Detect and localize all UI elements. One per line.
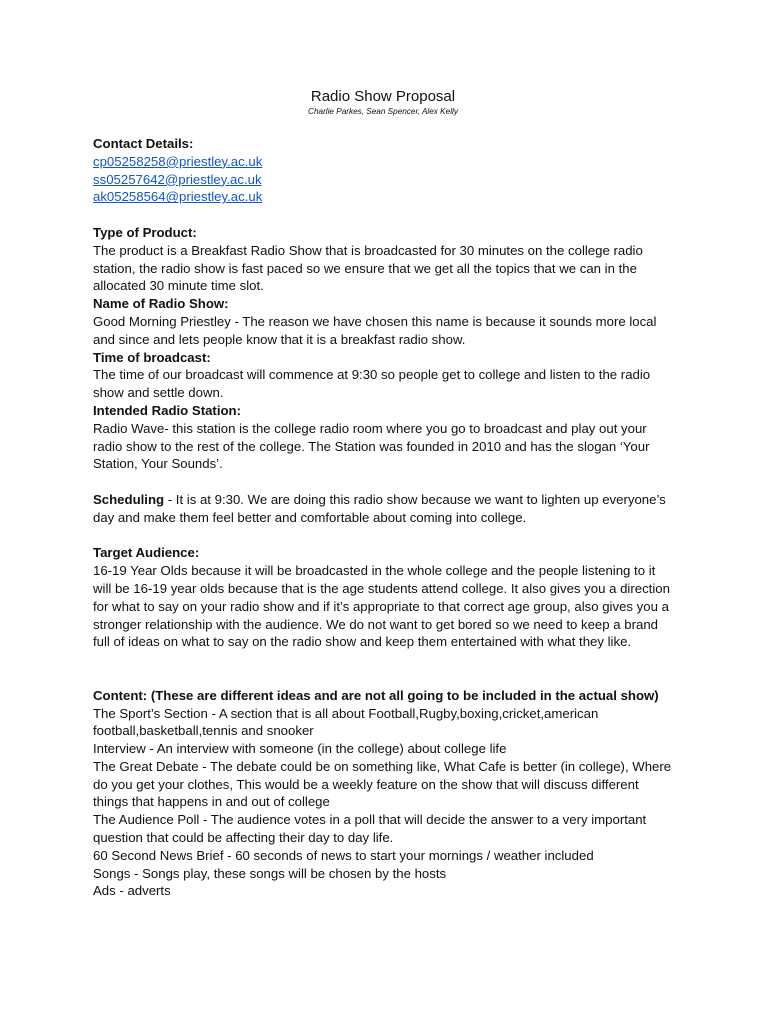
- contact-heading: Contact Details:: [93, 136, 194, 151]
- name-text: Good Morning Priestley - The reason we have chosen this name is because it sounds more local and since and lets people know that it is a breakfast radio show.: [93, 313, 657, 347]
- audience-text: 16-19 Year Olds because it will be broadcasted in the whole college and the people listening to it will be 16-19 year olds because that is the age students attend college. It also gives you a direction for what to say on your radio show and if it’s appropriate to that correct age group, also gives you a stronger relationship with the audience. We do not want to get bored so we need to keep a brand full of ideas on what to say on the radio show and keep them entertained with what they like.: [93, 563, 670, 650]
- content-item: 60 Second News Brief - 60 seconds of news to start your mornings / weather included: [93, 847, 594, 863]
- email-link[interactable]: ak05258564@priestley.ac.uk: [93, 189, 263, 205]
- content-item: The Great Debate - The debate could be on something like, What Cafe is better (in college), Where do you get your clothes, This would be a weekly feature on the show that will discuss different things that happens in and out of college: [93, 758, 672, 810]
- document-title: Radio Show Proposal: [310, 88, 456, 105]
- spacer: [93, 527, 673, 545]
- scheduling-text: - It is at 9:30. We are doing this radio show because we want to lighten up everyone’s day and make them feel better and comfortable about coming into college.: [93, 491, 666, 525]
- product-text: The product is a Breakfast Radio Show that is broadcasted for 30 minutes on the college radio station, the radio show is fast paced so we ensure that we get all the topics that we can in the allocated 30 minute time slot.: [93, 242, 643, 294]
- spacer: [93, 651, 673, 669]
- content-heading: Content: (These are different ideas and are not all going to be included in the actual show): [93, 687, 659, 703]
- content-item: The Sport’s Section - A section that is all about Football,Rugby,boxing,cricket,american football,basketball,tennis and snooker: [93, 705, 599, 739]
- name-heading: Name of Radio Show:: [93, 296, 229, 312]
- document-authors: Charlie Parkes, Sean Spencer, Alex Kelly: [308, 107, 458, 116]
- product-heading: Type of Product:: [93, 224, 197, 240]
- audience-heading: Target Audience:: [93, 545, 200, 561]
- content-item: Interview - An interview with someone (in the college) about college life: [93, 741, 507, 757]
- scheduling-paragraph: [93, 491, 673, 527]
- content-item: Songs - Songs play, these songs will be chosen by the hosts: [93, 865, 447, 881]
- document-page: [93, 88, 673, 900]
- spacer: [93, 206, 673, 224]
- email-link[interactable]: cp05258258@priestley.ac.uk: [93, 153, 263, 169]
- scheduling-heading: Scheduling: [93, 491, 165, 507]
- content-item: The Audience Poll - The audience votes in a poll that will decide the answer to a very important question that could be affecting their day to day life.: [93, 812, 647, 846]
- content-item: Ads - adverts: [93, 883, 171, 899]
- station-text: Radio Wave- this station is the college radio room where you go to broadcast and play out your radio show to the rest of the college. The Station was founded in 2010 and has the slogan ‘Your Station, Your Sounds’.: [93, 420, 650, 472]
- spacer: [93, 669, 673, 687]
- time-text: The time of our broadcast will commence at 9:30 so people get to college and listen to the radio show and settle down.: [93, 367, 651, 401]
- station-heading: Intended Radio Station:: [93, 402, 241, 418]
- email-link[interactable]: ss05257642@priestley.ac.uk: [93, 171, 262, 187]
- time-heading: Time of broadcast:: [93, 349, 211, 365]
- spacer: [93, 473, 673, 491]
